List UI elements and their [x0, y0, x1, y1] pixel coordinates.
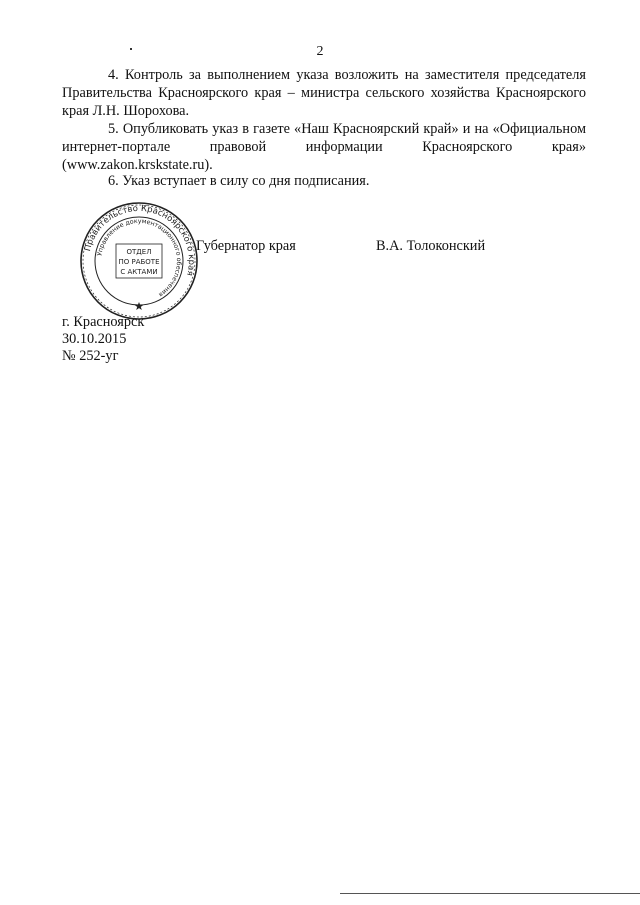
decree-number: № 252-уг — [62, 348, 119, 364]
paragraph-4: 4. Контроль за выполнением указа возложить на заместителя председателя Правительства Красноярского края – министра сельского хозяйства Красноярского края Л.Н. Шорохова. — [62, 67, 586, 119]
signatory-title: Губернатор края — [196, 238, 296, 254]
bottom-divider — [340, 893, 640, 894]
signing-date: 30.10.2015 — [62, 331, 127, 347]
paragraph-5: 5. Опубликовать указ в газете «Наш Красноярский край» и на «Официальном интернет-портале правовой информации Красноярского края» (www.zakon.krskstate.ru). — [62, 121, 586, 173]
stamp-star-icon — [135, 302, 144, 310]
stamp-center-line-3: С АКТАМИ — [120, 268, 158, 276]
paragraph-4-block — [62, 66, 586, 120]
paragraph-5-block — [62, 120, 586, 174]
scan-speck — [130, 48, 132, 50]
page-number: 2 — [316, 44, 324, 59]
stamp-outer-text: Правительство Красноярского края — [82, 203, 197, 277]
signing-city: г. Красноярск — [62, 314, 145, 330]
paragraph-6-block — [62, 172, 586, 190]
stamp-inner-text: Управление документационного обеспечения — [96, 217, 183, 298]
stamp-center-line-1: ОТДЕЛ — [126, 248, 152, 256]
stamp-center-line-2: ПО РАБОТЕ — [118, 258, 160, 266]
paragraph-6: 6. Указ вступает в силу со дня подписания. — [108, 173, 370, 189]
signatory-name: В.А. Толоконский — [376, 238, 486, 254]
official-stamp — [78, 200, 200, 322]
